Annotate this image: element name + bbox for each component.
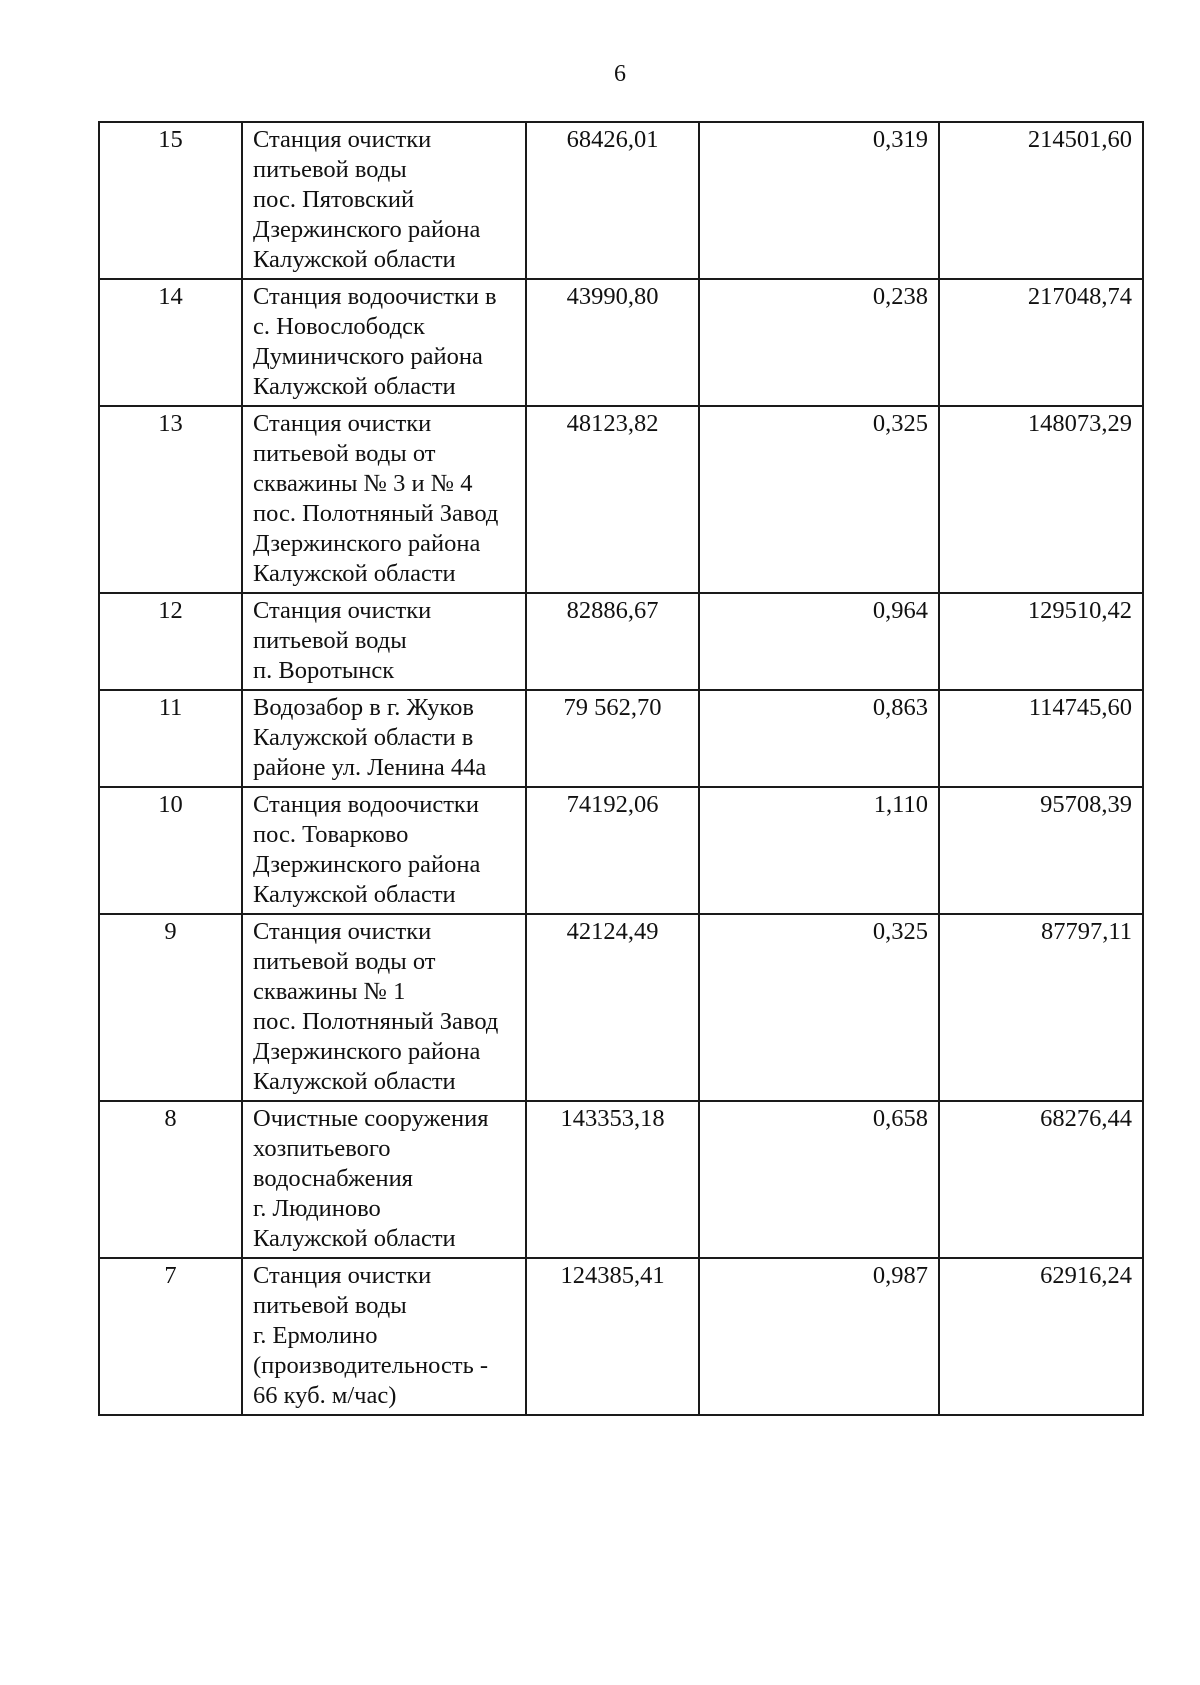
row-number-cell: 10 bbox=[99, 787, 242, 914]
table-body bbox=[99, 122, 1143, 1415]
table-row bbox=[99, 406, 1143, 593]
value-cell: 143353,18 bbox=[526, 1101, 699, 1258]
row-number-cell: 11 bbox=[99, 690, 242, 787]
row-number-cell: 8 bbox=[99, 1101, 242, 1258]
total-cell: 62916,24 bbox=[939, 1258, 1143, 1415]
table-row bbox=[99, 1258, 1143, 1415]
facility-name-cell: Станция очистки питьевой воды г. Ермолино (производительность - 66 куб. м/час) bbox=[242, 1258, 526, 1415]
value-cell: 42124,49 bbox=[526, 914, 699, 1101]
coefficient-cell: 0,987 bbox=[699, 1258, 939, 1415]
facility-name-cell: Станция очистки питьевой воды пос. Пятовский Дзержинского района Калужской области bbox=[242, 122, 526, 279]
value-cell: 68426,01 bbox=[526, 122, 699, 279]
data-table bbox=[98, 121, 1144, 1416]
coefficient-cell: 0,325 bbox=[699, 406, 939, 593]
coefficient-cell: 0,863 bbox=[699, 690, 939, 787]
table-row bbox=[99, 914, 1143, 1101]
facility-name-cell: Станция очистки питьевой воды от скважины № 3 и № 4 пос. Полотняный Завод Дзержинского района Калужской области bbox=[242, 406, 526, 593]
total-cell: 129510,42 bbox=[939, 593, 1143, 690]
table-row bbox=[99, 279, 1143, 406]
value-cell: 43990,80 bbox=[526, 279, 699, 406]
total-cell: 95708,39 bbox=[939, 787, 1143, 914]
total-cell: 148073,29 bbox=[939, 406, 1143, 593]
row-number-cell: 7 bbox=[99, 1258, 242, 1415]
value-cell: 74192,06 bbox=[526, 787, 699, 914]
page-number: 6 bbox=[614, 61, 626, 87]
value-cell: 82886,67 bbox=[526, 593, 699, 690]
table-row bbox=[99, 787, 1143, 914]
coefficient-cell: 0,658 bbox=[699, 1101, 939, 1258]
table-row bbox=[99, 1101, 1143, 1258]
row-number-cell: 15 bbox=[99, 122, 242, 279]
total-cell: 68276,44 bbox=[939, 1101, 1143, 1258]
value-cell: 124385,41 bbox=[526, 1258, 699, 1415]
table-row bbox=[99, 593, 1143, 690]
total-cell: 114745,60 bbox=[939, 690, 1143, 787]
row-number-cell: 12 bbox=[99, 593, 242, 690]
facility-name-cell: Станция водоочистки в с. Новослободск Думиничского района Калужской области bbox=[242, 279, 526, 406]
coefficient-cell: 0,319 bbox=[699, 122, 939, 279]
total-cell: 87797,11 bbox=[939, 914, 1143, 1101]
coefficient-cell: 0,325 bbox=[699, 914, 939, 1101]
coefficient-cell: 1,110 bbox=[699, 787, 939, 914]
total-cell: 214501,60 bbox=[939, 122, 1143, 279]
row-number-cell: 13 bbox=[99, 406, 242, 593]
row-number-cell: 9 bbox=[99, 914, 242, 1101]
facility-name-cell: Станция водоочистки пос. Товарково Дзержинского района Калужской области bbox=[242, 787, 526, 914]
table-row bbox=[99, 690, 1143, 787]
facility-name-cell: Очистные сооружения хозпитьевого водоснабжения г. Людиново Калужской области bbox=[242, 1101, 526, 1258]
facility-name-cell: Водозабор в г. Жуков Калужской области в районе ул. Ленина 44а bbox=[242, 690, 526, 787]
value-cell: 48123,82 bbox=[526, 406, 699, 593]
row-number-cell: 14 bbox=[99, 279, 242, 406]
total-cell: 217048,74 bbox=[939, 279, 1143, 406]
table-row bbox=[99, 122, 1143, 279]
facility-name-cell: Станция очистки питьевой воды от скважины № 1 пос. Полотняный Завод Дзержинского района Калужской области bbox=[242, 914, 526, 1101]
coefficient-cell: 0,238 bbox=[699, 279, 939, 406]
value-cell: 79 562,70 bbox=[526, 690, 699, 787]
coefficient-cell: 0,964 bbox=[699, 593, 939, 690]
facility-name-cell: Станция очистки питьевой воды п. Воротынск bbox=[242, 593, 526, 690]
